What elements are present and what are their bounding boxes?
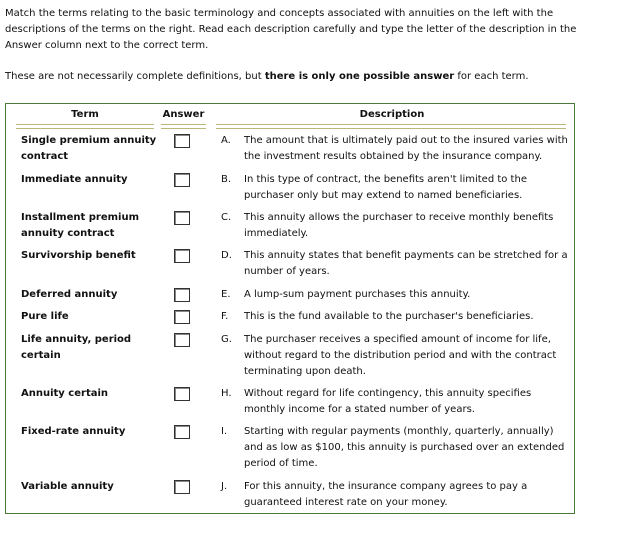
description-letter: B. xyxy=(221,174,232,185)
term-label: Life annuity, period certain xyxy=(21,334,132,361)
description-text: Without regard for life contingency, this annuity specifies monthly income for a stated number of years. xyxy=(244,388,532,415)
answer-input[interactable] xyxy=(174,480,190,494)
instructions-text-pre: These are not necessarily complete definitions, but xyxy=(5,71,265,82)
instructions-emphasis: there is only one possible answer xyxy=(264,71,455,82)
description-letter: G. xyxy=(221,334,232,345)
description-letter: A. xyxy=(221,135,231,146)
description-letter: I. xyxy=(221,426,228,437)
header-rule-term xyxy=(16,124,154,129)
description-text: This annuity allows the purchaser to receive monthly benefits immediately. xyxy=(244,212,554,239)
description-letter: J. xyxy=(221,481,228,492)
description-letter: H. xyxy=(221,388,232,399)
term-label: Single premium annuity contract xyxy=(21,135,157,162)
instructions-paragraph-1: Match the terms relating to the basic terminology and concepts associated with annuities on the left with the descriptions of the terms on the right. Read each description carefully and type the letter of the description in the Answer column next to the correct term. xyxy=(5,8,577,51)
description-text: A lump-sum payment purchases this annuity. xyxy=(244,289,471,300)
description-text: For this annuity, the insurance company agrees to pay a guaranteed interest rate on your money. xyxy=(244,481,528,508)
description-text: The amount that is ultimately paid out to the insured varies with the investment results obtained by the insurance company. xyxy=(244,135,568,162)
matching-table xyxy=(5,103,575,514)
term-label: Pure life xyxy=(21,311,69,322)
answer-input[interactable] xyxy=(174,134,190,148)
description-text: This is the fund available to the purchaser's beneficiaries. xyxy=(244,311,534,322)
header-rule-description xyxy=(216,124,566,129)
description-letter: C. xyxy=(221,212,232,223)
term-label: Immediate annuity xyxy=(21,174,128,185)
answer-input[interactable] xyxy=(174,249,190,263)
description-text: This annuity states that benefit payments can be stretched for a number of years. xyxy=(244,250,568,277)
answer-input[interactable] xyxy=(174,387,190,401)
description-letter: E. xyxy=(221,289,231,300)
instructions-paragraph-2 xyxy=(5,69,605,85)
answer-input[interactable] xyxy=(174,173,190,187)
term-label: Survivorship benefit xyxy=(21,250,136,261)
header-term: Term xyxy=(71,109,99,120)
answer-input[interactable] xyxy=(174,333,190,347)
header-answer: Answer xyxy=(162,109,205,120)
term-label: Deferred annuity xyxy=(21,289,118,300)
answer-input[interactable] xyxy=(174,425,190,439)
description-letter: F. xyxy=(221,311,229,322)
description-letter: D. xyxy=(221,250,232,261)
answer-input[interactable] xyxy=(174,288,190,302)
term-label: Variable annuity xyxy=(21,481,114,492)
term-label: Fixed-rate annuity xyxy=(21,426,126,437)
description-text: The purchaser receives a specified amount of income for life, without regard to the distribution period and with the contract terminating upon death. xyxy=(244,334,557,377)
instructions-text-post: for each term. xyxy=(454,71,529,82)
answer-input[interactable] xyxy=(174,310,190,324)
term-label: Installment premium annuity contract xyxy=(21,212,140,239)
description-text: Starting with regular payments (monthly, quarterly, annually) and as low as $100, this annuity is purchased over an extended period of time. xyxy=(244,426,565,469)
term-label: Annuity certain xyxy=(21,388,109,399)
header-rule-answer xyxy=(161,124,206,129)
header-description: Description xyxy=(359,109,425,120)
description-text: In this type of contract, the benefits aren't limited to the purchaser only but may extend to named beneficiaries. xyxy=(244,174,527,201)
answer-input[interactable] xyxy=(174,211,190,225)
